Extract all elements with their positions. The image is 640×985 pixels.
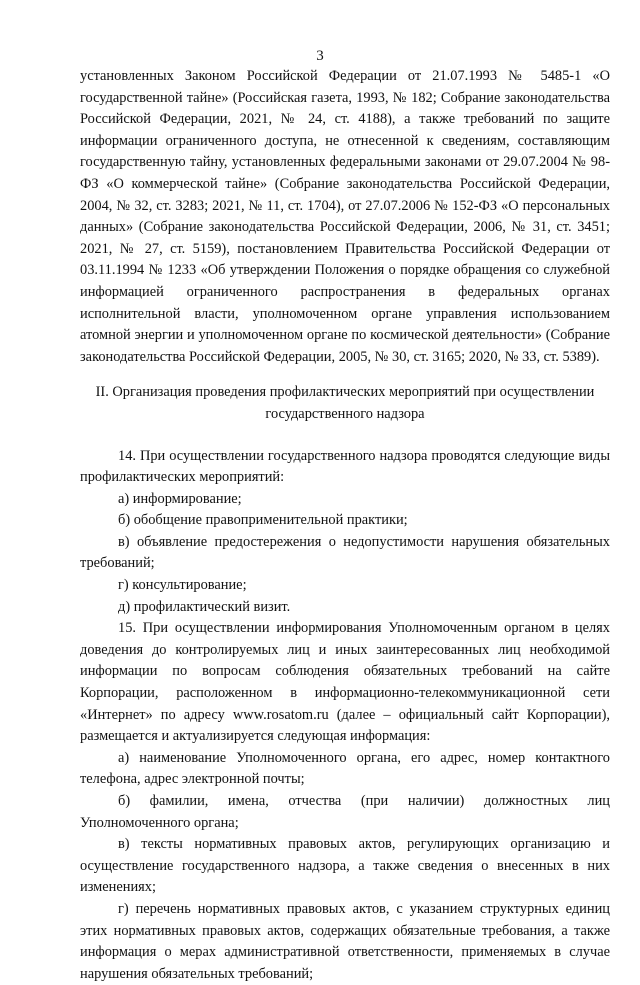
list-item-g: г) консультирование;: [118, 577, 247, 594]
paragraph-14: 14. При осуществлении государственного надзора проводятся следующие виды профилактических мероприятий:: [80, 447, 610, 486]
info-item-b: б) фамилии, имена, отчества (при наличии) должностных лиц Уполномоченного органа;: [80, 793, 610, 831]
info-item-g: г) перечень нормативных правовых актов, с указанием структурных единиц этих нормативных правовых актов, содержащих обязательные требования, а также информация о мерах административной ответственности, применяемых в случае нарушения обязательных требований;: [80, 900, 610, 982]
list-item-v: в) объявление предостережения о недопустимости нарушения обязательных требований;: [80, 533, 610, 572]
section-heading: II. Организация проведения профилактических мероприятий при осуществлении государственного надзора: [95, 384, 595, 422]
list-item-b: б) обобщение правоприменительной практики;: [118, 512, 408, 529]
document-body: [80, 66, 610, 985]
paragraph-15: 15. При осуществлении информирования Уполномоченным органом в целях доведения до контролируемых лиц и иных заинтересованных лиц необходимой информации по вопросам соблюдения обязательных требований на сайте Корпорации, расположенном в информационно-телекоммуникационной сети «Интернет» по адресу www.rosatom.ru (далее – официальный сайт Корпорации), размещается и актуализируется следующая информация:: [80, 620, 610, 745]
info-item-v: в) тексты нормативных правовых актов, регулирующих организацию и осуществление государственного надзора, а также сведения о внесенных в них изменениях;: [80, 836, 610, 896]
paragraph-continuation: установленных Законом Российской Федерации от 21.07.1993 № 5485-1 «О государственной тайне» (Российская газета, 1993, № 182; Собрание законодательства Российской Федерации, 2021, № 24, ст. 4188), а также требований по защите информации ограниченного доступа, не отнесенной к сведениям, составляющим государственную тайну, установленных федеральными законами от 29.07.2004 № 98-ФЗ «О коммерческой тайне» (Собрание законодательства Российской Федерации, 2004, № 32, ст. 3283; 2021, № 11, ст. 1704), от 27.07.2006 № 152-ФЗ «О персональных данных» (Собрание законодательства Российской Федерации, 2006, № 31, ст. 3451; 2021, № 27, ст. 5159), постановлением Правительства Российской Федерации от 03.11.1994 № 1233 «Об утверждении Положения о порядке обращения со служебной информацией ограниченного распространения в федеральных органах исполнительной власти, уполномоченном органе управления использованием атомной энергии и уполномоченном органе по космической деятельности» (Собрание законодательства Российской Федерации, 2005, № 30, ст. 3165; 2020, № 33, ст. 5389).: [80, 68, 610, 365]
info-item-a: а) наименование Уполномоченного органа, его адрес, номер контактного телефона, адрес электронной почты;: [80, 749, 610, 788]
list-item-a: а) информирование;: [118, 490, 242, 507]
page-number: 3: [316, 48, 324, 64]
list-item-d: д) профилактический визит.: [118, 598, 291, 615]
